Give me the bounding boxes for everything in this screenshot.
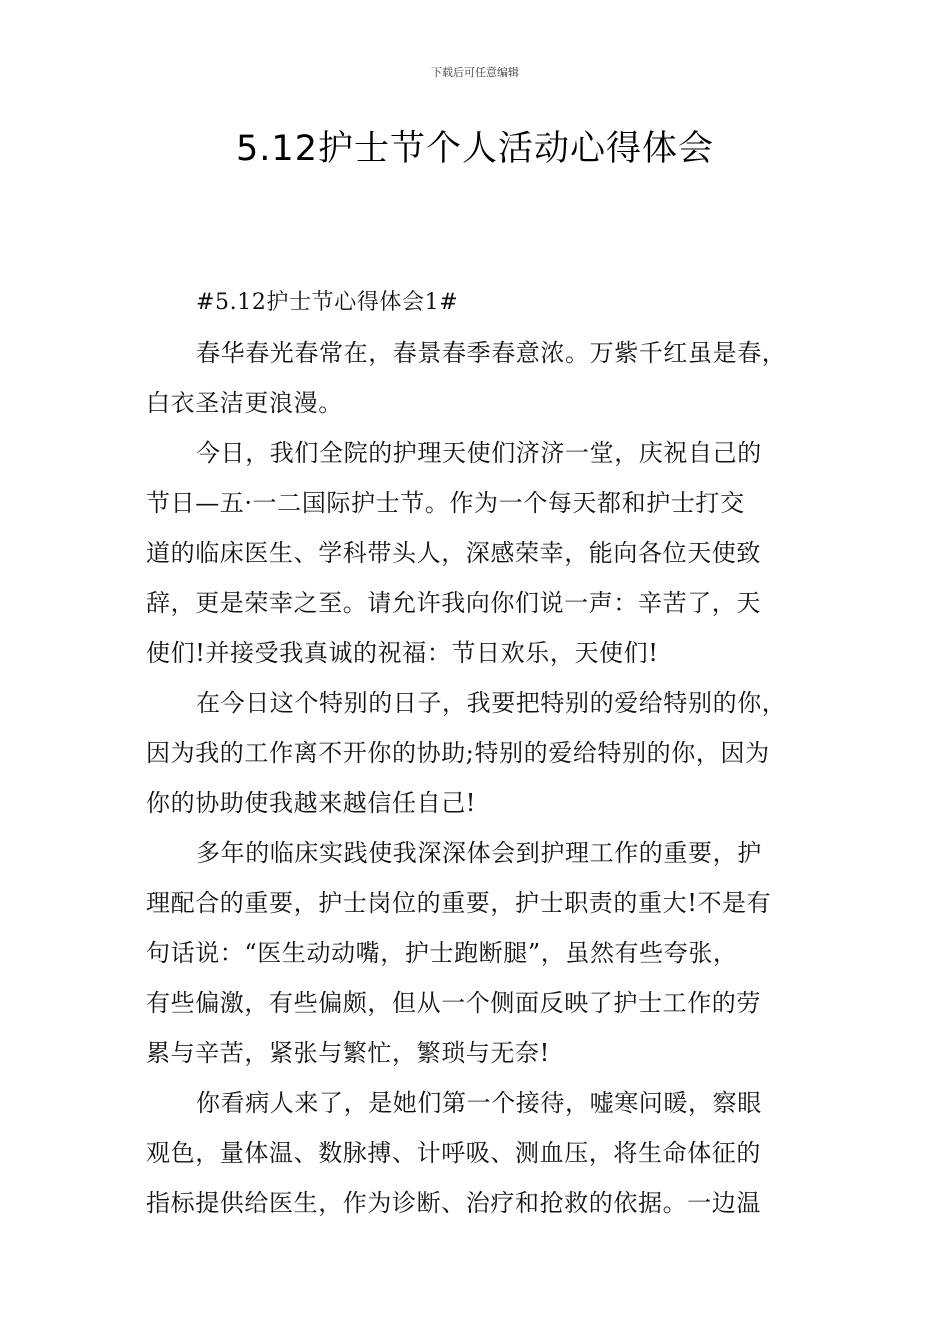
header-note: 下载后可任意编辑	[431, 66, 519, 79]
text-line: 理配合的重要，护士岗位的重要，护士职责的重大!不是有	[146, 889, 772, 917]
paragraph-lines	[146, 328, 836, 1228]
text-line: 在今日这个特别的日子，我要把特别的爱给特别的你，	[196, 689, 787, 717]
text-line: 白衣圣洁更浪漫。	[146, 389, 343, 417]
document-title: 5.12护士节个人活动心得体会	[236, 129, 714, 169]
text-line: 今日，我们全院的护理天使们济济一堂，庆祝自己的	[196, 439, 762, 467]
text-line: 句话说：“医生动动嘴，护士跑断腿”，虽然有些夸张，	[146, 939, 738, 967]
text-line: 春华春光春常在，春景春季春意浓。万紫千红虽是春，	[196, 339, 787, 367]
section-heading: #5.12护士节心得体会1#	[196, 290, 459, 315]
text-line: 你的协助使我越来越信任自己!	[146, 789, 477, 817]
text-line: 多年的临床实践使我深深体会到护理工作的重要，护	[196, 839, 762, 867]
text-line: 辞，更是荣幸之至。请允许我向你们说一声：辛苦了，天	[146, 589, 761, 617]
text-line: 指标提供给医生，作为诊断、治疗和抢救的依据。一边温	[146, 1189, 761, 1217]
text-line: 有些偏激，有些偏颇，但从一个侧面反映了护士工作的劳	[146, 989, 761, 1017]
text-line: 节日—五·一二国际护士节。作为一个每天都和护士打交	[146, 489, 745, 517]
text-line: 累与辛苦，紧张与繁忙，繁琐与无奈!	[146, 1039, 550, 1067]
text-line: 你看病人来了，是她们第一个接待，嘘寒问暖，察眼	[196, 1089, 762, 1117]
text-line: 因为我的工作离不开你的协助;特别的爱给特别的你，因为	[146, 739, 770, 767]
text-line: 观色，量体温、数脉搏、计呼吸、测血压，将生命体征的	[146, 1139, 761, 1167]
text-line: 道的临床医生、学科带头人，深感荣幸，能向各位天使致	[146, 539, 761, 567]
text-line: 使们!并接受我真诚的祝福：节日欢乐，天使们!	[146, 639, 659, 667]
document-body	[146, 278, 836, 1228]
